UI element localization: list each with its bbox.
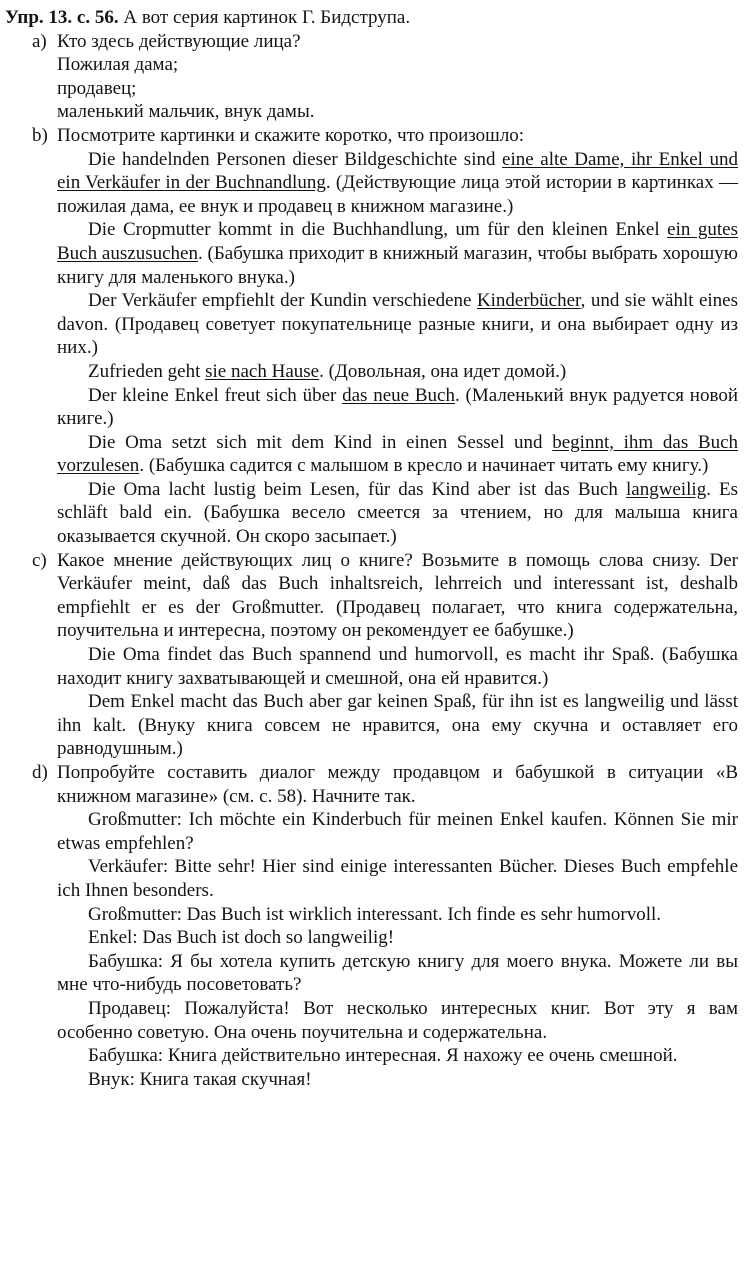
paragraph (57, 808, 738, 855)
text-segment: Dem Enkel macht das Buch aber gar keinen Spaß, für ihn ist es langweilig und lässt ihn kalt. (Внуку книга совсем не нравится, она ему скучна и оставляет его равнодушным.) (57, 691, 738, 760)
exercise-item-c (5, 549, 738, 761)
text-segment: Бабушка: Я бы хотела купить детскую книгу для моего внука. Можете ли вы мне что-нибудь посоветовать? (57, 950, 738, 996)
paragraph (57, 903, 738, 927)
paragraph (57, 100, 738, 124)
exercise-item-d (5, 761, 738, 1091)
exercise-item-b (5, 124, 738, 549)
underlined-phrase: sie nach Hause (205, 360, 320, 382)
item-marker: c) (32, 549, 47, 571)
paragraph (57, 77, 738, 101)
underlined-phrase: ein gutes Buch auszusuchen (57, 219, 738, 264)
paragraph (57, 148, 738, 219)
text-segment: Кто здесь действующие лица? (57, 30, 301, 52)
underlined-phrase: langweilig (626, 478, 707, 500)
exercise-title: А вот серия картинок Г. Бидструпа. (118, 7, 411, 28)
paragraph (57, 124, 738, 148)
item-marker: d) (32, 762, 48, 783)
paragraph (57, 30, 738, 54)
text-segment: Großmutter: Ich möchte ein Kinderbuch für meinen Enkel kaufen. Können Sie mir etwas empfehlen? (57, 809, 738, 854)
paragraph (57, 643, 738, 690)
paragraph (57, 360, 738, 384)
underlined-phrase: beginnt, ihm das Buch vorzulesen (57, 431, 739, 477)
exercise-number: Упр. 13. с. 56. (5, 7, 119, 28)
paragraph (57, 1044, 738, 1068)
text-segment: Verkäufer: Bitte sehr! Hier sind einige interessanten Bücher. Dieses Buch empfehle ich Ihnen besonders. (57, 856, 738, 901)
paragraph (57, 53, 738, 77)
text-segment: Какое мнение действующих лиц о книге? Возьмите в помощь слова снизу. Der Verkäufer meint, daß das Buch inhaltsreich, lehrreich und interessant ist, deshalb empfiehlt er es der Großmutter. (Продавец полагает, что книга содержательна, поучительна и интересна, поэтому он рекомендует ее бабушке.) (57, 549, 738, 642)
text-segment: Enkel: Das Buch ist doch so langweilig! (88, 927, 395, 949)
text-segment: Попробуйте составить диалог между продавцом и бабушкой в ситуации «В книжном магазине» (см. с. 58). Начните так. (57, 762, 738, 807)
paragraph (57, 761, 738, 808)
exercise-items (5, 30, 738, 1092)
text-segment: Die handelnden Personen dieser Bildgeschichte sind (88, 148, 503, 170)
paragraph (57, 478, 738, 549)
paragraph (57, 549, 738, 643)
text-segment: . (Маленький внук радуется новой книге.) (57, 384, 738, 430)
exercise-item-a (5, 30, 738, 124)
paragraph (57, 218, 738, 289)
text-segment: . (Действующие лица этой истории в картинках — пожилая дама, ее внук и продавец в книжном магазине.) (57, 172, 738, 217)
text-segment: Der kleine Enkel freut sich über (88, 384, 343, 406)
text-segment: Пожилая дама; (57, 54, 179, 76)
text-segment: Großmutter: Das Buch ist wirklich interessant. Ich finde es sehr humorvoll. (88, 903, 662, 925)
paragraph (57, 690, 738, 761)
paragraph (57, 926, 738, 950)
text-segment: маленький мальчик, внук дамы. (57, 101, 315, 123)
underlined-phrase: Kinderbücher (476, 290, 581, 312)
text-segment: . (Бабушка приходит в книжный магазин, чтобы выбрать хорошую книгу для маленького внука.) (57, 242, 738, 288)
text-segment: Der Verkäufer empfiehlt der Kundin verschiedene (88, 290, 477, 312)
text-segment: . (Бабушка садится с малышом в кресло и начинает читать ему книгу.) (139, 455, 709, 477)
paragraph (57, 289, 738, 360)
text-segment: . (Довольная, она идет домой.) (319, 360, 567, 382)
exercise-header (5, 6, 738, 30)
text-segment: Бабушка: Книга действительно интересная. Я нахожу ее очень смешной. (88, 1045, 678, 1067)
text-segment: Die Oma findet das Buch spannend und humorvoll, es macht ihr Spaß. (Бабушка находит книгу захватывающей и смешной, она ей нравится.) (57, 644, 738, 689)
paragraph (57, 950, 738, 997)
text-segment: Die Oma lacht lustig beim Lesen, für das Kind aber ist das Buch (88, 478, 626, 500)
item-marker: a) (32, 30, 47, 52)
item-marker: b) (32, 124, 48, 146)
text-segment: Внук: Книга такая скучная! (88, 1068, 312, 1090)
text-segment: . Es schläft bald ein. (Бабушка весело смеется за чтением, но для малыша книга оказывается скучной. Он скоро засыпает.) (57, 478, 739, 548)
paragraph (57, 855, 738, 902)
text-segment: Die Cropmutter kommt in die Buchhandlung, um für den kleinen Enkel (88, 219, 668, 241)
text-segment: Zufrieden geht (88, 360, 206, 382)
paragraph (57, 384, 738, 431)
paragraph (57, 997, 738, 1044)
text-segment: Посмотрите картинки и скажите коротко, что произошло: (57, 124, 525, 146)
text-segment: Продавец: Пожалуйста! Вот несколько интересных книг. Вот эту я вам особенно советую. Она очень поучительна и содержательна. (57, 997, 738, 1043)
paragraph (57, 1068, 738, 1092)
underlined-phrase: das neue Buch (342, 384, 455, 406)
text-segment: продавец; (57, 77, 137, 99)
paragraph (57, 431, 738, 478)
text-segment: , und sie wählt eines davon. (Продавец советует покупательнице разные книги, и она выбирает одну из них.) (57, 290, 738, 359)
underlined-phrase: eine alte Dame, ihr Enkel und ein Verkäufer in der Buchnandlung (57, 148, 739, 194)
text-segment: Die Oma setzt sich mit dem Kind in einen Sessel und (88, 431, 553, 453)
